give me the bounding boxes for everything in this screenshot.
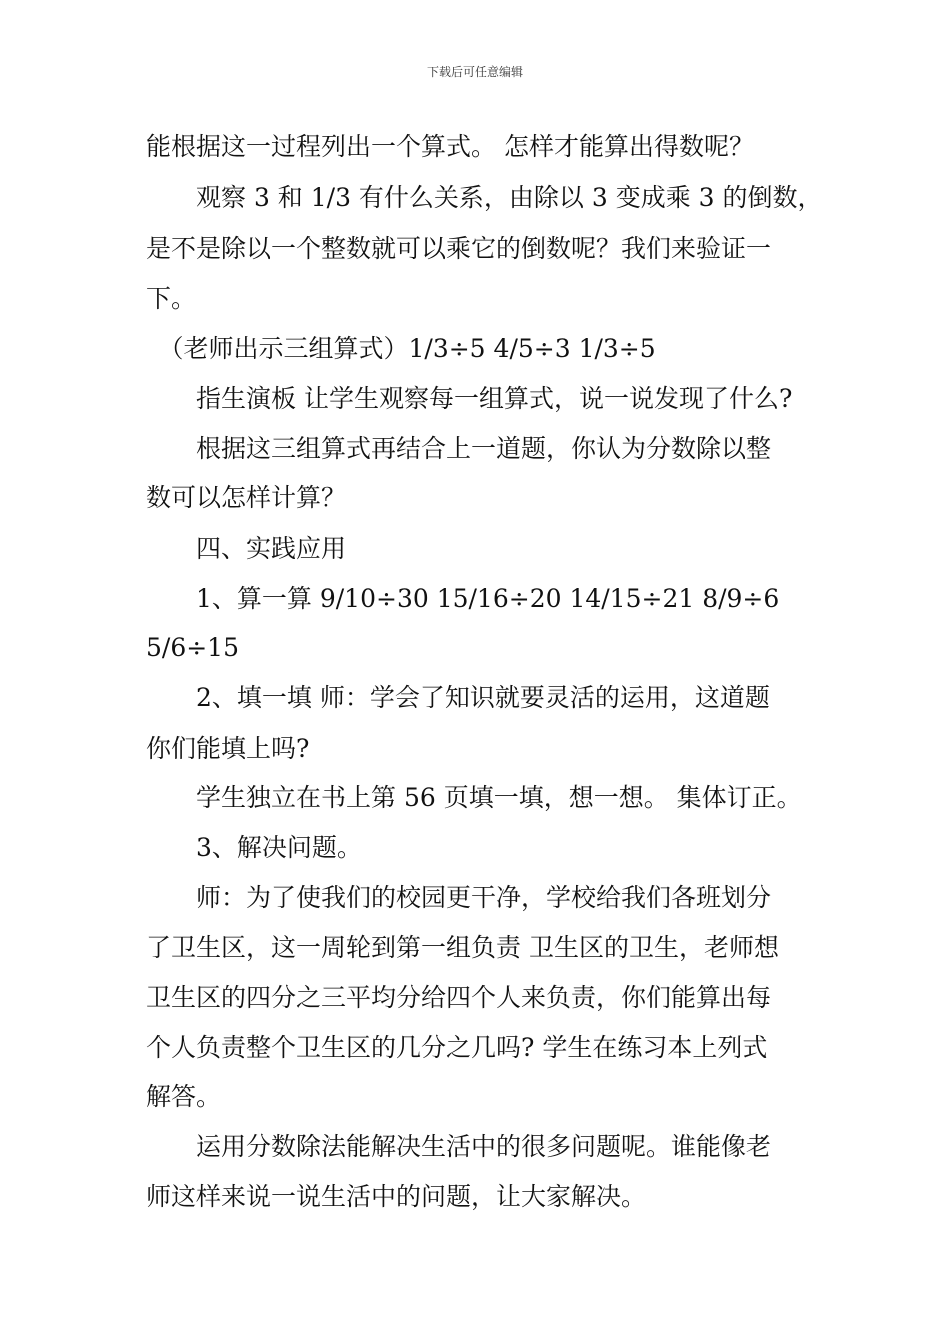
- text-line-2: 观察 3 和 1/3 有什么关系，由除以 3 变成乘 3 的倒数，: [146, 183, 823, 212]
- text-line-20: 解答。: [146, 1082, 222, 1111]
- text-line-11: 5/6÷15: [146, 633, 239, 662]
- text-line-18: 卫生区的四分之三平均分给四个人来负责，你们能算出每: [146, 983, 772, 1012]
- text-line-4: 下。: [146, 284, 197, 313]
- text-line-8: 数可以怎样计算？: [146, 483, 347, 512]
- text-line-14: 学生独立在书上第 56 页填一填，想一想。 集体订正。: [146, 783, 802, 812]
- page-header: 下载后可任意编辑: [426, 65, 523, 79]
- text-line-6: 指生演板 让学生观察每一组算式，说一说发现了什么?: [146, 384, 793, 413]
- text-line-22: 师这样来说一说生活中的问题，让大家解决。: [146, 1182, 647, 1211]
- text-line-13: 你们能填上吗?: [146, 734, 310, 763]
- text-line-5: （老师出示三组算式）1/3÷5 4/5÷3 1/3÷5: [146, 334, 656, 363]
- text-line-15: 3、解决问题。: [146, 833, 362, 862]
- text-line-10: 1、算一算 9/10÷30 15/16÷20 14/15÷21 8/9÷6: [146, 584, 780, 613]
- text-line-19: 个人负责整个卫生区的几分之几吗? 学生在练习本上列式: [146, 1033, 768, 1062]
- text-line-12: 2、填一填 师：学会了知识就要灵活的运用，这道题: [146, 683, 770, 712]
- text-line-16: 师：为了使我们的校园更干净，学校给我们各班划分: [146, 883, 772, 912]
- text-line-17: 了卫生区，这一周轮到第一组负责 卫生区的卫生，老师想: [146, 933, 779, 962]
- text-line-9: 四、实践应用: [146, 534, 347, 563]
- text-line-3: 是不是除以一个整数就可以乘它的倒数呢？我们来验证一: [146, 234, 772, 263]
- text-line-21: 运用分数除法能解决生活中的很多问题呢。谁能像老: [146, 1132, 772, 1161]
- text-line-7: 根据这三组算式再结合上一道题，你认为分数除以整: [146, 434, 772, 463]
- text-line-1: 能根据这一过程列出一个算式。 怎样才能算出得数呢？: [146, 132, 754, 161]
